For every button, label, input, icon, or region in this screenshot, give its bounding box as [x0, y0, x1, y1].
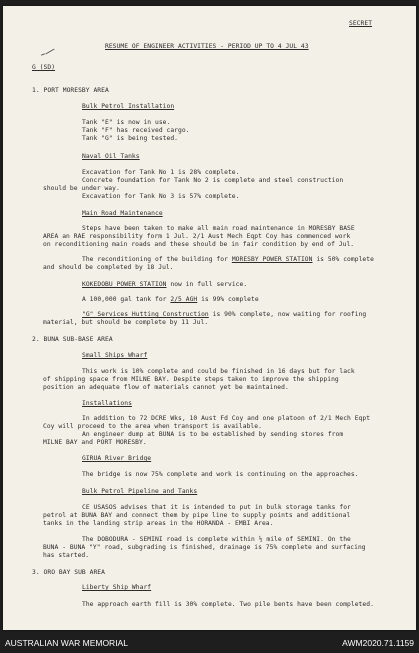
subsection-heading: Small Ships Wharf	[82, 352, 148, 359]
archive-reference: AWM2020.71.1159	[342, 638, 414, 648]
paragraph-line: Steps have been taken to make all main road maintenance in MORESBY BASE	[82, 225, 355, 232]
paragraph-line: An engineer dump at BUNA is to be established by sending stores from	[82, 431, 344, 438]
pen-mark-icon	[41, 53, 45, 55]
paragraph-line: The approach earth fill is 30% complete. Two pile bents have been completed.	[82, 601, 374, 608]
paragraph-line: of shipping space from MILNE BAY. Despite steps taken to improve the shipping	[43, 376, 339, 383]
section-heading: 1. PORT MORESBY AREA	[32, 87, 109, 94]
document-page	[3, 6, 416, 630]
paragraph-line: Tank "F" has received cargo.	[82, 127, 190, 134]
paragraph-line: material, but should be complete by 11 Jul.	[43, 319, 209, 326]
section-code: G (SD)	[32, 64, 56, 71]
paragraph-line: The DOBODURA - SEMINI road is complete within ½ mile of SEMINI. On the	[82, 536, 351, 543]
paragraph-line: MILNE BAY and PORT MORESBY.	[43, 439, 147, 446]
subsection-heading: Bulk Petrol Installation	[82, 103, 175, 110]
paragraph-line: KOKEDOBU POWER STATION now in full service.	[82, 281, 248, 288]
subsection-heading: Liberty Ship Wharf	[82, 584, 152, 591]
paragraph-line: has started.	[43, 552, 90, 559]
subsection-heading: Naval Oil Tanks	[82, 153, 140, 160]
paragraph-line: on reconditioning main roads and these should be in fair condition by end of Jul.	[43, 241, 355, 248]
section-heading: 3. ORO BAY SUB AREA	[32, 569, 105, 576]
paragraph-line: This work is 10% complete and could be finished in 16 days but for lack	[82, 368, 355, 375]
paragraph-line: The bridge is now 75% complete and work is continuing on the approaches.	[82, 471, 359, 478]
paragraph-line: BUNA - BUNA "Y" road, subgrading is finished, drainage is 75% complete and surfacing	[43, 544, 366, 551]
document-title: RESUME OF ENGINEER ACTIVITIES - PERIOD UP TO 4 JUL 43	[105, 43, 309, 50]
paragraph-line: AREA an RAE responsibility form 1 Jul. 2/1 Aust Mech Eqpt Coy has commenced work	[43, 233, 351, 240]
paragraph-line: and should be completed by 18 Jul.	[43, 264, 174, 271]
paragraph-line: Coy will proceed to the area when transport is available.	[43, 423, 262, 430]
subsection-heading: Installations	[82, 400, 132, 407]
paragraph-line: Tank "E" is now in use.	[82, 119, 171, 126]
subsection-heading: GIRUA River Bridge	[82, 455, 152, 462]
paragraph-line: tanks in the landing strip areas in the HORANDA - EMBI Area.	[43, 520, 274, 527]
paragraph-line: position an adequate flow of materials cannot yet be maintained.	[43, 384, 289, 391]
paragraph-line: should be under way.	[43, 185, 120, 192]
paragraph-line: Concrete foundation for Tank No 2 is complete and steel construction	[82, 177, 344, 184]
paragraph-line: Tank "G" is being tested.	[82, 135, 179, 142]
section-heading: 2. BUNA SUB-BASE AREA	[32, 336, 113, 343]
classification-label: SECRET	[349, 20, 373, 27]
archive-footer	[0, 636, 419, 650]
paragraph-line: petrol at BUNA BAY and connect them by pipe line to supply points and additional	[43, 512, 351, 519]
paragraph-line: CE USASOS advises that it is intended to put in bulk storage tanks for	[82, 504, 351, 511]
paragraph-line: Excavation for Tank No 1 is 28% complete.	[82, 169, 240, 176]
paragraph-line: A 100,000 gal tank for 2/5 AGH is 99% complete	[82, 296, 259, 303]
paragraph-line: Excavation for Tank No 3 is 57% complete.	[82, 193, 240, 200]
paragraph-line: In addition to 72 DCRE Wks, 10 Aust Fd Coy and one platoon of 2/1 Mech Eqpt	[82, 415, 371, 422]
subsection-heading: Main Road Maintenance	[82, 210, 163, 217]
archive-name: AUSTRALIAN WAR MEMORIAL	[5, 638, 128, 648]
pen-mark-icon	[45, 49, 54, 55]
paragraph-line: The reconditioning of the building for MORESBY POWER STATION is 50% complete	[82, 256, 374, 263]
paragraph-line: "G" Services Hutting Construction is 90% complete, now waiting for roofing	[82, 311, 367, 318]
subsection-heading: Bulk Petrol Pipeline and Tanks	[82, 488, 198, 495]
